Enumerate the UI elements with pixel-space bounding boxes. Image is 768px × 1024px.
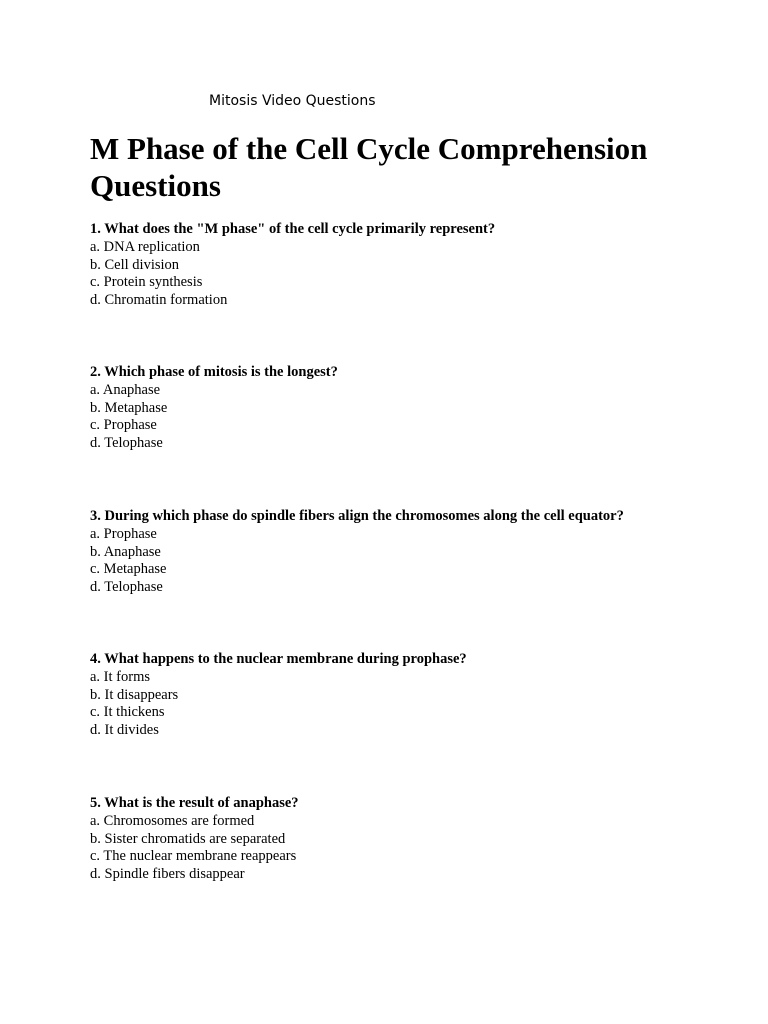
question-text: 1. What does the "M phase" of the cell cycle primarily represent? (90, 221, 496, 237)
page-header: Mitosis Video Questions (209, 93, 376, 109)
answer-option: a. Chromosomes are formed (90, 812, 255, 829)
answer-option: b. Anaphase (90, 543, 161, 560)
answer-option: c. Prophase (90, 417, 157, 434)
answer-option: c. It thickens (90, 704, 165, 721)
question-1 (90, 221, 730, 310)
answer-option: a. DNA replication (90, 238, 200, 255)
answer-option: c. The nuclear membrane reappears (90, 848, 297, 865)
answer-option: d. Telophase (90, 435, 163, 452)
question-4 (90, 651, 730, 740)
answer-option: d. Chromatin formation (90, 292, 228, 309)
question-text: 4. What happens to the nuclear membrane during prophase? (90, 651, 467, 667)
answer-option: b. Cell division (90, 256, 180, 273)
answer-option: c. Metaphase (90, 561, 167, 578)
question-text: 2. Which phase of mitosis is the longest? (90, 364, 338, 380)
answer-option: d. Telophase (90, 579, 163, 596)
question-text: 5. What is the result of anaphase? (90, 795, 299, 811)
question-2 (90, 364, 730, 453)
answer-option: b. Sister chromatids are separated (90, 830, 286, 847)
answer-option: a. It forms (90, 668, 150, 685)
answer-option: d. It divides (90, 722, 159, 739)
question-5 (90, 795, 730, 884)
question-3 (90, 508, 730, 597)
question-text: 3. During which phase do spindle fibers align the chromosomes along the cell equator? (90, 508, 624, 524)
answer-option: b. Metaphase (90, 399, 168, 416)
answer-option: c. Protein synthesis (90, 274, 203, 291)
answer-option: a. Anaphase (90, 381, 161, 398)
answer-option: b. It disappears (90, 686, 179, 703)
page-title: M Phase of the Cell Cycle Comprehension Questions (90, 131, 648, 203)
answer-option: d. Spindle fibers disappear (90, 866, 245, 883)
answer-option: a. Prophase (90, 525, 157, 542)
